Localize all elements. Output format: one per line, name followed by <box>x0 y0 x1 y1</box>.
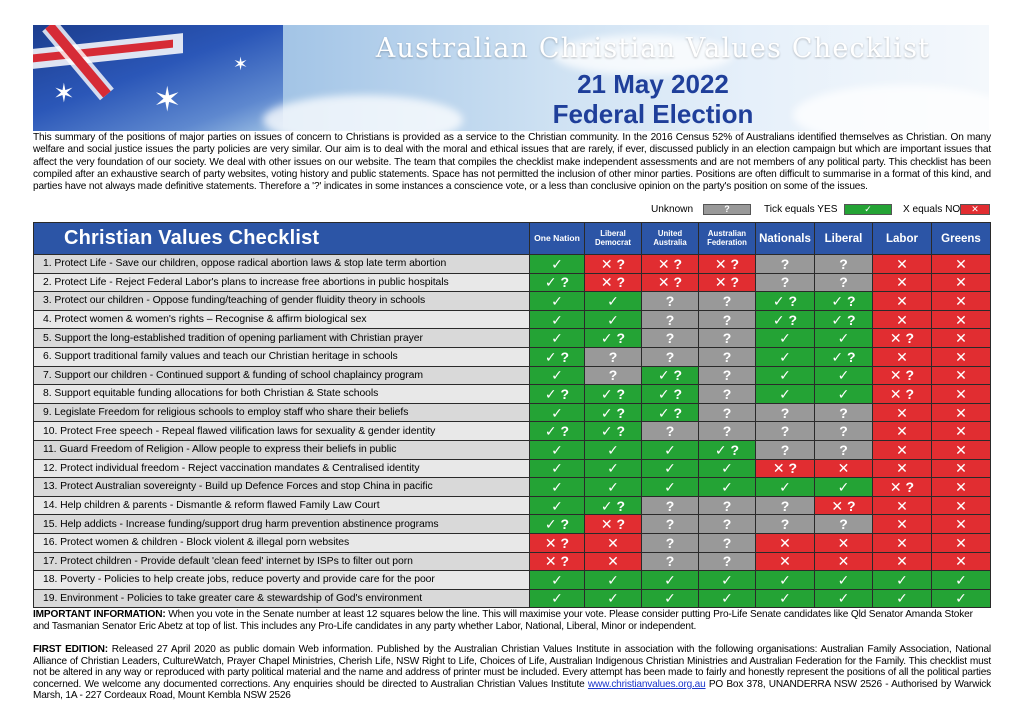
position-cell-united-australia: ? <box>642 515 699 534</box>
position-cell-labor: ✕ <box>873 292 932 311</box>
position-cell-labor: ✕ <box>873 255 932 274</box>
issue-label: 2. Protect Life - Reject Federal Labor's plans to increase free abortions in public hospitals <box>34 273 530 292</box>
position-cell-one-nation: ✓ <box>530 496 585 515</box>
position-cell-united-australia: ? <box>642 496 699 515</box>
position-cell-labor: ✕ <box>873 552 932 571</box>
first-edition-tail: PO Box 378, UNANDERRA NSW 2526 - Authorised by Warwick Marsh, 1A - 227 Cordeaux Road, Mount Kembla NSW 2526 <box>33 678 991 702</box>
position-cell-liberal: ✓ <box>815 478 873 497</box>
key-unknown-swatch: ? <box>703 204 751 215</box>
position-cell-australian-federation: ? <box>699 422 756 441</box>
position-cell-australian-federation: ? <box>699 515 756 534</box>
party-header-nationals: Nationals <box>756 223 815 255</box>
table-row <box>34 255 991 274</box>
position-cell-labor: ✕ <box>873 515 932 534</box>
position-cell-greens: ✕ <box>932 533 991 552</box>
position-cell-australian-federation: ✓ ? <box>699 440 756 459</box>
website-link[interactable]: www.christianvalues.org.au <box>587 678 706 690</box>
issue-label: 12. Protect individual freedom - Reject vaccination mandates & Centralised identity <box>34 459 530 478</box>
position-cell-labor: ✓ <box>873 589 932 608</box>
position-cell-united-australia: ? <box>642 347 699 366</box>
position-cell-nationals: ✓ <box>756 589 815 608</box>
position-cell-greens: ✕ <box>932 459 991 478</box>
position-cell-nationals: ✓ <box>756 478 815 497</box>
first-edition-notice <box>33 644 991 702</box>
important-text: When you vote in the Senate number at least 12 squares below the line. This will maximise your vote. Please consider putting Pro-Life Senate candidates like Qld Senator Amanda Stoker and Tasmanian Senator Eric Abetz at top of list. This includes any Pro-Life candidates in any party whether Labor, National, Liberal, Minor or independent. <box>33 609 973 633</box>
table-row <box>34 459 991 478</box>
position-cell-australian-federation: ? <box>699 292 756 311</box>
issue-label: 9. Legislate Freedom for religious schools to employ staff who share their beliefs <box>34 403 530 422</box>
position-cell-liberal: ✓ <box>815 589 873 608</box>
position-cell-united-australia: ✓ <box>642 589 699 608</box>
table-row <box>34 310 991 329</box>
position-cell-australian-federation: ✓ <box>699 589 756 608</box>
position-cell-one-nation: ✓ ? <box>530 347 585 366</box>
position-cell-liberal: ✕ <box>815 459 873 478</box>
position-cell-australian-federation: ✕ ? <box>699 273 756 292</box>
table-row <box>34 496 991 515</box>
position-cell-united-australia: ✕ ? <box>642 273 699 292</box>
position-cell-liberal: ? <box>815 273 873 292</box>
party-header-liberal-democrat: Liberal Democrat <box>585 223 642 255</box>
position-cell-liberal: ? <box>815 515 873 534</box>
position-cell-one-nation: ✓ <box>530 255 585 274</box>
star-icon: ✶ <box>53 78 75 108</box>
position-cell-nationals: ✓ ? <box>756 292 815 311</box>
position-cell-liberal: ✓ ? <box>815 347 873 366</box>
table-row <box>34 571 991 590</box>
position-cell-labor: ✕ ? <box>873 366 932 385</box>
party-header-australian-federation: Australian Federation <box>699 223 756 255</box>
position-cell-greens: ✓ <box>932 589 991 608</box>
position-cell-liberal-democrat: ✕ ? <box>585 515 642 534</box>
position-cell-united-australia: ✕ ? <box>642 255 699 274</box>
position-cell-united-australia: ✓ ? <box>642 403 699 422</box>
position-cell-australian-federation: ? <box>699 329 756 348</box>
position-cell-labor: ✕ <box>873 273 932 292</box>
party-header-liberal: Liberal <box>815 223 873 255</box>
star-icon: ✶ <box>233 54 249 74</box>
election-date: 21 May 2022 <box>577 69 729 99</box>
table-row <box>34 366 991 385</box>
position-cell-one-nation: ✓ <box>530 478 585 497</box>
issue-label: 5. Support the long-established tradition of opening parliament with Christian prayer <box>34 329 530 348</box>
position-cell-australian-federation: ? <box>699 347 756 366</box>
position-cell-liberal-democrat: ✓ ? <box>585 496 642 515</box>
first-edition-lead: FIRST EDITION: <box>33 644 108 655</box>
position-cell-united-australia: ✓ ? <box>642 385 699 404</box>
position-cell-greens: ✕ <box>932 310 991 329</box>
position-cell-labor: ✕ <box>873 403 932 422</box>
table-header-row <box>34 223 991 255</box>
issue-label: 16. Protect women & children - Block violent & illegal porn websites <box>34 533 530 552</box>
issue-label: 13. Protect Australian sovereignty - Build up Defence Forces and stop China in pacific <box>34 478 530 497</box>
position-cell-liberal-democrat: ✕ ? <box>585 273 642 292</box>
key-unknown-label: Unknown <box>651 204 694 215</box>
position-cell-one-nation: ✓ <box>530 366 585 385</box>
position-cell-labor: ✓ <box>873 571 932 590</box>
table-row <box>34 292 991 311</box>
position-cell-nationals: ? <box>756 403 815 422</box>
position-cell-nationals: ✓ <box>756 571 815 590</box>
position-cell-labor: ✕ <box>873 459 932 478</box>
position-cell-nationals: ? <box>756 496 815 515</box>
issue-label: 11. Guard Freedom of Religion - Allow people to express their beliefs in public <box>34 440 530 459</box>
position-cell-nationals: ✓ <box>756 329 815 348</box>
position-cell-one-nation: ✓ <box>530 329 585 348</box>
key-no-label: X equals NO <box>903 204 961 215</box>
position-cell-australian-federation: ? <box>699 533 756 552</box>
position-cell-greens: ✕ <box>932 552 991 571</box>
position-cell-labor: ✕ <box>873 310 932 329</box>
issue-label: 1. Protect Life - Save our children, oppose radical abortion laws & stop late term abortion <box>34 255 530 274</box>
issue-label: 7. Support our children - Continued support & funding of school chaplaincy program <box>34 366 530 385</box>
position-cell-australian-federation: ✓ <box>699 478 756 497</box>
position-cell-nationals: ✕ <box>756 533 815 552</box>
position-cell-nationals: ✕ ? <box>756 459 815 478</box>
position-cell-australian-federation: ✓ <box>699 571 756 590</box>
issue-label: 15. Help addicts - Increase funding/support drug harm prevention abstinence programs <box>34 515 530 534</box>
position-cell-one-nation: ✓ ? <box>530 385 585 404</box>
position-cell-united-australia: ? <box>642 552 699 571</box>
position-cell-liberal: ✓ ? <box>815 292 873 311</box>
table-body <box>34 255 991 608</box>
position-cell-liberal-democrat: ✓ ? <box>585 422 642 441</box>
checklist-table <box>33 222 991 608</box>
position-cell-one-nation: ✓ <box>530 459 585 478</box>
intro-paragraph: This summary of the positions of major parties on issues of concern to Christians is provided as a service to the Christian community. In the 2016 Census 52% of Australians identified themselves as Christian. On many welfare and social justice issues the party policies are very similar. Our aim is to deal with the moral and ethical issues that are rarely, if ever, discussed publicly in an election campaign but which are important issues that affect the very foundation of our society. We deal with other issues on our website. The team that compiles the checklist make independent assessments and are not members of any political party. This checklist has been compiled after an exhaustive search of party websites, voting history and public statements. Space has not permitted the inclusion of other minor parties. Positions are often difficult to summarise in a format of this kind, and parties have not always made definitive statements. Therefore a '?' indicates in some instances a conscience vote, or a less than conclusive opinion on the party's position on some of the issues. <box>33 132 991 193</box>
position-cell-labor: ✕ ? <box>873 329 932 348</box>
position-cell-nationals: ✓ <box>756 366 815 385</box>
table-row <box>34 329 991 348</box>
position-cell-liberal-democrat: ✓ <box>585 571 642 590</box>
position-cell-one-nation: ✓ <box>530 589 585 608</box>
position-cell-labor: ✕ <box>873 496 932 515</box>
table-row <box>34 273 991 292</box>
position-cell-australian-federation: ? <box>699 310 756 329</box>
position-cell-liberal: ? <box>815 403 873 422</box>
issue-label: 6. Support traditional family values and teach our Christian heritage in schools <box>34 347 530 366</box>
position-cell-liberal: ✓ <box>815 329 873 348</box>
position-cell-united-australia: ✓ ? <box>642 366 699 385</box>
position-cell-united-australia: ✓ <box>642 440 699 459</box>
position-cell-united-australia: ? <box>642 533 699 552</box>
position-cell-united-australia: ✓ <box>642 571 699 590</box>
table-row <box>34 385 991 404</box>
issue-label: 10. Protect Free speech - Repeal flawed vilification laws for sexuality & gender identity <box>34 422 530 441</box>
position-cell-liberal: ? <box>815 440 873 459</box>
position-cell-labor: ✕ ? <box>873 385 932 404</box>
table-row <box>34 589 991 608</box>
issue-label: 4. Protect women & women's rights – Recognise & affirm biological sex <box>34 310 530 329</box>
position-cell-one-nation: ✓ <box>530 440 585 459</box>
issue-label: 14. Help children & parents - Dismantle & reform flawed Family Law Court <box>34 496 530 515</box>
position-cell-australian-federation: ✕ ? <box>699 255 756 274</box>
issue-label: 8. Support equitable funding allocations for both Christian & State schools <box>34 385 530 404</box>
position-cell-nationals: ✓ ? <box>756 310 815 329</box>
position-cell-liberal: ✓ ? <box>815 310 873 329</box>
position-cell-liberal-democrat: ✓ ? <box>585 385 642 404</box>
table-row <box>34 478 991 497</box>
election-name: Federal Election <box>552 99 754 129</box>
table-row <box>34 422 991 441</box>
position-cell-one-nation: ✓ ? <box>530 515 585 534</box>
party-header-united-australia: United Australia <box>642 223 699 255</box>
position-cell-liberal-democrat: ? <box>585 347 642 366</box>
position-cell-liberal: ✓ <box>815 366 873 385</box>
position-cell-labor: ✕ <box>873 347 932 366</box>
position-cell-greens: ✕ <box>932 273 991 292</box>
position-cell-one-nation: ✓ ? <box>530 422 585 441</box>
table-row <box>34 403 991 422</box>
party-header-labor: Labor <box>873 223 932 255</box>
position-cell-one-nation: ✓ <box>530 310 585 329</box>
australian-flag-image <box>33 25 283 131</box>
key-yes-swatch: ✓ <box>844 204 892 215</box>
table-row <box>34 515 991 534</box>
position-cell-liberal-democrat: ✕ <box>585 533 642 552</box>
position-cell-one-nation: ✓ <box>530 571 585 590</box>
table-row <box>34 440 991 459</box>
page-title: Australian Christian Values Checklist <box>375 33 931 64</box>
position-cell-united-australia: ? <box>642 310 699 329</box>
position-cell-liberal-democrat: ✓ <box>585 589 642 608</box>
position-cell-greens: ✕ <box>932 440 991 459</box>
position-cell-liberal-democrat: ? <box>585 366 642 385</box>
position-cell-liberal-democrat: ✓ ? <box>585 403 642 422</box>
position-cell-liberal-democrat: ✕ ? <box>585 255 642 274</box>
position-cell-greens: ✕ <box>932 292 991 311</box>
position-cell-liberal: ? <box>815 255 873 274</box>
position-cell-australian-federation: ? <box>699 366 756 385</box>
position-cell-greens: ✕ <box>932 366 991 385</box>
position-cell-one-nation: ✕ ? <box>530 552 585 571</box>
position-cell-greens: ✕ <box>932 422 991 441</box>
position-cell-australian-federation: ? <box>699 496 756 515</box>
position-cell-labor: ✕ <box>873 422 932 441</box>
key-yes-label: Tick equals YES <box>764 204 838 215</box>
position-cell-nationals: ✕ <box>756 552 815 571</box>
table-row <box>34 347 991 366</box>
position-cell-australian-federation: ? <box>699 385 756 404</box>
important-lead: IMPORTANT INFORMATION: <box>33 609 166 620</box>
position-cell-liberal-democrat: ✓ ? <box>585 329 642 348</box>
position-cell-one-nation: ✓ ? <box>530 273 585 292</box>
position-cell-nationals: ? <box>756 255 815 274</box>
position-cell-united-australia: ? <box>642 422 699 441</box>
first-edition-text: Released 27 April 2020 as public domain Web information. Published by the Australian Christian Values Institute in association with the following organisations: Australian Family Association, National Alliance of Christian Leaders, CultureWatch, Prayer Chapel Ministries, Cherish Life, NSW Right to Life, Choices of Life, Australian Indigenous Christian Ministries and Australian Federation for the Family. This checklist must not be altered in any way or reproduced with party political material and the name and address of printer must be included. Every attempt has been made to fairly and honestly represent the positions of all the political parties concerned. We welcome any documented corrections. Any enquiries should be directed to Australian Christian Values Institute <box>33 644 991 690</box>
position-cell-liberal: ✕ <box>815 552 873 571</box>
issue-label: 19. Environment - Policies to take greater care & stewardship of God's environment <box>34 589 530 608</box>
position-cell-united-australia: ✓ <box>642 459 699 478</box>
important-information <box>33 609 991 633</box>
position-cell-liberal: ✓ <box>815 385 873 404</box>
position-cell-one-nation: ✓ <box>530 403 585 422</box>
position-cell-liberal-democrat: ✓ <box>585 459 642 478</box>
position-cell-nationals: ✓ <box>756 385 815 404</box>
position-cell-australian-federation: ? <box>699 552 756 571</box>
position-cell-nationals: ✓ <box>756 347 815 366</box>
position-cell-liberal: ✕ <box>815 533 873 552</box>
position-cell-liberal: ✓ <box>815 571 873 590</box>
position-cell-one-nation: ✕ ? <box>530 533 585 552</box>
position-cell-australian-federation: ✓ <box>699 459 756 478</box>
position-cell-greens: ✕ <box>932 255 991 274</box>
position-cell-nationals: ? <box>756 422 815 441</box>
position-cell-greens: ✕ <box>932 329 991 348</box>
position-cell-nationals: ? <box>756 273 815 292</box>
position-cell-greens: ✕ <box>932 403 991 422</box>
issue-label: 18. Poverty - Policies to help create jobs, reduce poverty and provide care for the poor <box>34 571 530 590</box>
table-row <box>34 533 991 552</box>
star-icon: ✶ <box>153 81 182 119</box>
issue-label: 17. Protect children - Provide default 'clean feed' internet by ISPs to filter out porn <box>34 552 530 571</box>
position-cell-liberal: ? <box>815 422 873 441</box>
position-cell-united-australia: ? <box>642 292 699 311</box>
position-cell-labor: ✕ ? <box>873 478 932 497</box>
position-cell-greens: ✕ <box>932 496 991 515</box>
table-row <box>34 552 991 571</box>
issue-label: 3. Protect our children - Oppose funding/teaching of gender fluidity theory in schools <box>34 292 530 311</box>
position-cell-one-nation: ✓ <box>530 292 585 311</box>
position-cell-liberal-democrat: ✓ <box>585 310 642 329</box>
position-cell-united-australia: ? <box>642 329 699 348</box>
position-cell-australian-federation: ? <box>699 403 756 422</box>
party-header-greens: Greens <box>932 223 991 255</box>
position-cell-liberal: ✕ ? <box>815 496 873 515</box>
position-cell-liberal-democrat: ✓ <box>585 292 642 311</box>
position-cell-liberal-democrat: ✓ <box>585 440 642 459</box>
position-cell-greens: ✕ <box>932 478 991 497</box>
position-cell-greens: ✕ <box>932 515 991 534</box>
key-no-swatch: ✕ <box>960 204 990 215</box>
party-header-one-nation: One Nation <box>530 223 585 255</box>
position-cell-united-australia: ✓ <box>642 478 699 497</box>
position-cell-labor: ✕ <box>873 533 932 552</box>
table-title: Christian Values Checklist <box>34 223 530 255</box>
position-cell-greens: ✕ <box>932 385 991 404</box>
position-cell-liberal-democrat: ✓ <box>585 478 642 497</box>
position-cell-greens: ✓ <box>932 571 991 590</box>
position-cell-nationals: ? <box>756 440 815 459</box>
position-cell-nationals: ? <box>756 515 815 534</box>
position-cell-liberal-democrat: ✕ <box>585 552 642 571</box>
header-banner <box>33 25 989 131</box>
position-cell-greens: ✕ <box>932 347 991 366</box>
position-cell-labor: ✕ <box>873 440 932 459</box>
